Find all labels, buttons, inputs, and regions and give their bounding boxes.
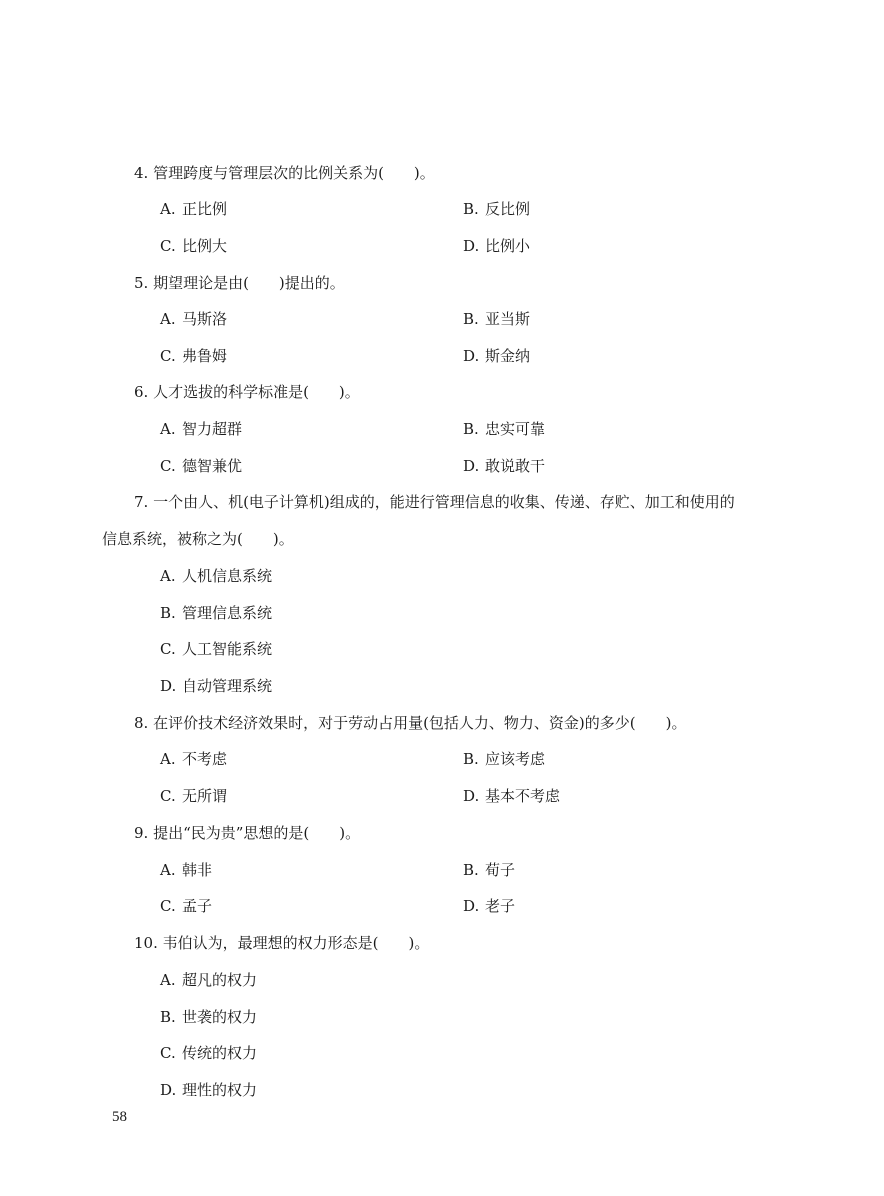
question-6-stem: 6. 人才选拔的科学标准是( )。	[134, 383, 360, 401]
question-6-option-a: A. 智力超群	[160, 420, 243, 438]
page-number: 58	[112, 1109, 127, 1125]
question-5-option-c: C. 弗鲁姆	[160, 347, 228, 365]
question-5-option-b: B. 亚当斯	[463, 310, 531, 328]
question-9-stem: 9. 提出“民为贵”思想的是( )。	[134, 824, 361, 842]
question-9-option-b: B. 荀子	[463, 861, 516, 879]
question-8-option-b: B. 应该考虑	[463, 750, 546, 768]
question-8-stem: 8. 在评价技术经济效果时，对于劳动占用量(包括人力、物力、资金)的多少( )。	[134, 714, 687, 732]
question-9-option-a: A. 韩非	[160, 861, 213, 879]
question-5-option-d: D. 斯金纳	[463, 347, 531, 365]
question-8-option-a: A. 不考虑	[160, 750, 228, 768]
question-10-option-d: D. 理性的权力	[160, 1081, 258, 1099]
question-7-option-b: B. 管理信息系统	[160, 604, 273, 622]
question-8-option-d: D. 基本不考虑	[463, 787, 561, 805]
question-10-stem: 10. 韦伯认为，最理想的权力形态是( )。	[134, 934, 430, 952]
question-9-option-d: D. 老子	[463, 897, 516, 915]
question-7-option-a: A. 人机信息系统	[160, 567, 273, 585]
question-5-stem: 5. 期望理论是由( )提出的。	[134, 274, 345, 292]
question-7-option-c: C. 人工智能系统	[160, 640, 273, 658]
question-4-stem: 4. 管理跨度与管理层次的比例关系为( )。	[134, 164, 435, 182]
question-4-option-a: A. 正比例	[160, 200, 228, 218]
question-7-option-d: D. 自动管理系统	[160, 677, 273, 695]
question-9-option-c: C. 孟子	[160, 897, 213, 915]
question-6-option-d: D. 敢说敢干	[463, 457, 546, 475]
question-10-option-c: C. 传统的权力	[160, 1044, 258, 1062]
question-10-option-a: A. 超凡的权力	[160, 971, 258, 989]
question-4-option-b: B. 反比例	[463, 200, 531, 218]
question-4-option-c: C. 比例大	[160, 237, 228, 255]
question-6-option-c: C. 德智兼优	[160, 457, 243, 475]
question-7-stem-continued: 信息系统，被称之为( )。	[102, 530, 294, 548]
question-5-option-a: A. 马斯洛	[160, 310, 228, 328]
question-4-option-d: D. 比例小	[463, 237, 531, 255]
question-10-option-b: B. 世袭的权力	[160, 1008, 258, 1026]
question-6-option-b: B. 忠实可靠	[463, 420, 546, 438]
question-8-option-c: C. 无所谓	[160, 787, 228, 805]
question-7-stem: 7. 一个由人、机(电子计算机)组成的，能进行管理信息的收集、传递、存贮、加工和使用的	[134, 493, 735, 511]
